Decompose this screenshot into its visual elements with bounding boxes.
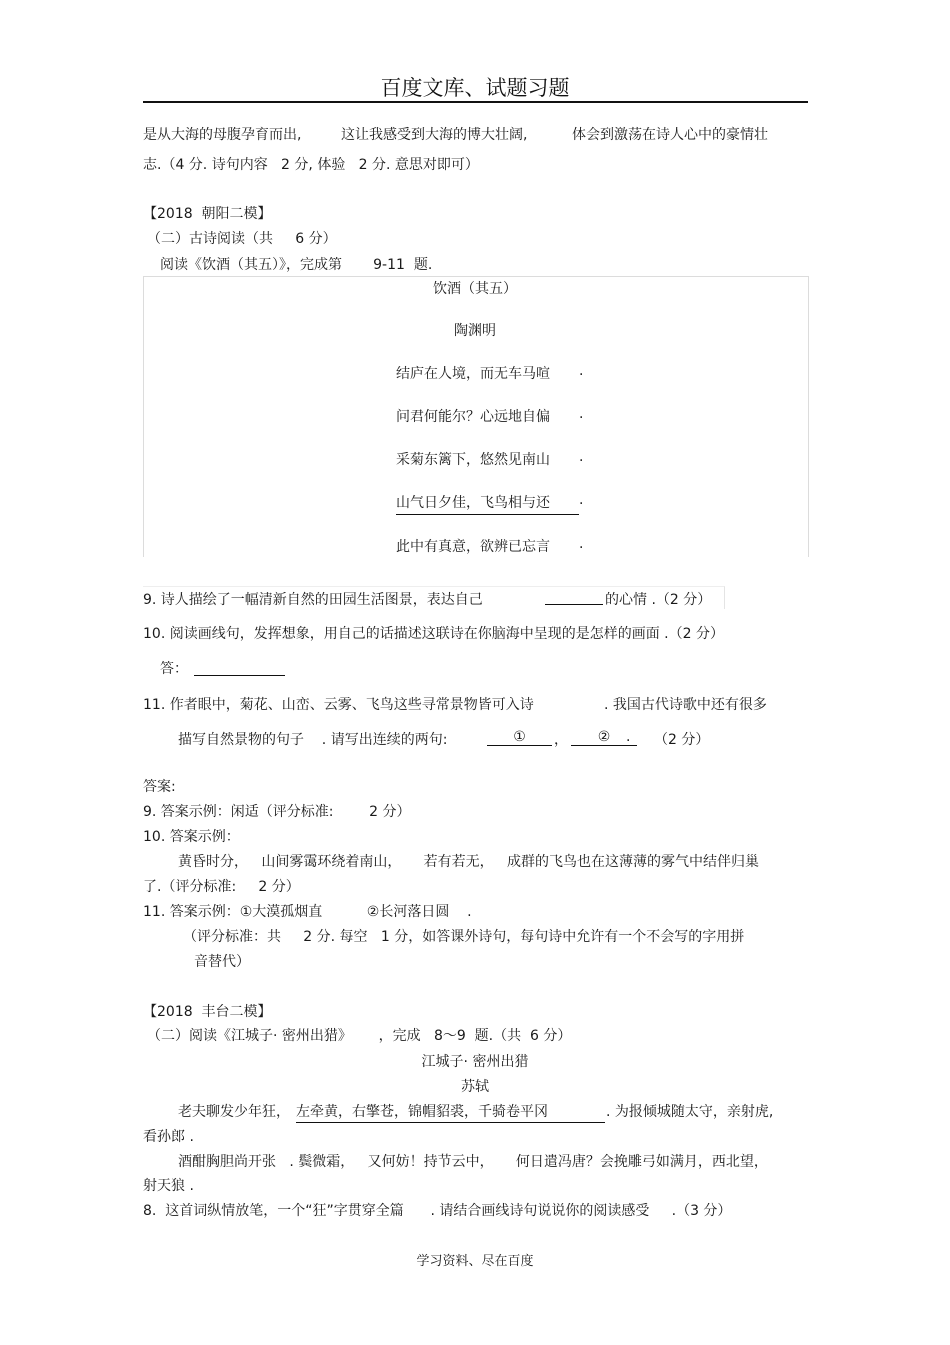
- section1-instruction: 阅读《饮酒（其五）》，完成第 9-11 题.: [160, 257, 433, 273]
- answers-heading: 答案:: [143, 779, 176, 795]
- question9-blank[interactable]: [545, 588, 603, 605]
- section1-subtitle: （二）古诗阅读（共 6 分）: [147, 231, 337, 247]
- header-divider: [143, 101, 808, 103]
- page-header-title: 百度文库、试题习题: [380, 76, 570, 100]
- poem2-line-1c: 看孙郎 .: [143, 1129, 194, 1145]
- question11-period: .: [626, 729, 631, 745]
- intro-line-1b: 这让我感受到大海的博大壮阔,: [341, 127, 528, 143]
- question11-comma: ，: [554, 732, 568, 748]
- poem1-line-2-end: .: [579, 406, 584, 422]
- poem2-author: 苏轼: [461, 1079, 489, 1095]
- poem1-title: 饮酒（其五）: [433, 281, 517, 297]
- question9-text: 9. 诗人描绘了一幅清新自然的田园生活图景，表达自己: [143, 592, 483, 608]
- poem1-line-5-end: .: [579, 536, 584, 552]
- poem2-line-1a: 老夫聊发少年狂，: [178, 1104, 290, 1120]
- poem1-line-1-end: .: [579, 363, 584, 379]
- poem2-title: 江城子· 密州出猎: [421, 1054, 529, 1070]
- question10-text: 10. 阅读画线句，发挥想象，用自己的话描述这联诗在你脑海中呈现的是怎样的画面 .（2 分）: [143, 626, 724, 642]
- poem1-line-4-end: .: [579, 492, 584, 508]
- poem1-line-3: 采菊东篱下，悠然见南山: [396, 452, 550, 468]
- poem1-line-5: 此中有真意，欲辨已忘言: [396, 539, 550, 555]
- section2-subtitle: （二）阅读《江城子· 密州出猎》 ，完成 8～9 题.（共 6 分）: [147, 1028, 572, 1044]
- question9-tail: 的心情 .（2 分）: [605, 592, 712, 608]
- answer-9: 9. 答案示例：闲适（评分标准: 2 分）: [143, 804, 411, 820]
- poem1-line-1: 结庐在人境，而无车马喧: [396, 366, 550, 382]
- poem2-line-2a: 酒酣胸胆尚开张 . 鬓微霜， 又何妨！持节云中， 何日遣冯唐？会挽雕弓如满月，西北望，: [178, 1154, 768, 1170]
- answer-11: 11. 答案示例：①大漠孤烟直 ②长河落日圆 .: [143, 904, 472, 920]
- question11-blank-2[interactable]: ②: [571, 729, 637, 746]
- answer-10-body: 黄昏时分， 山间雾霭环绕着南山， 若有若无， 成群的飞鸟也在这薄薄的雾气中结伴归巢: [178, 854, 759, 870]
- poem2-line-2b: 射天狼 .: [143, 1178, 194, 1194]
- question11-blank-1[interactable]: ①: [487, 729, 552, 746]
- section1-tag: 【2018 朝阳二模】: [143, 206, 272, 222]
- page-footer: 学习资料、尽在百度: [416, 1254, 534, 1269]
- question10-answer-blank[interactable]: [194, 659, 285, 676]
- intro-line-2: 志.（4 分. 诗句内容 2 分, 体验 2 分. 意思对即可）: [143, 157, 479, 173]
- question11-score: （2 分）: [654, 732, 710, 748]
- poem1-line-2: 问君何能尔？心远地自偏: [396, 409, 550, 425]
- answer-11-note-1: （评分标准：共 2 分. 每空 1 分，如答课外诗句，每句诗中允许有一个不会写的字用拼: [183, 929, 745, 945]
- question11-text-cont: . 我国古代诗歌中还有很多: [604, 697, 767, 713]
- question10-answer-label: 答：: [160, 661, 188, 677]
- poem1-line-4-underlined: 山气日夕佳，飞鸟相与还: [396, 492, 579, 515]
- poem1-author: 陶渊明: [454, 323, 496, 339]
- poem1-line-3-end: .: [579, 449, 584, 465]
- answer-10-tail: 了.（评分标准: 2 分）: [143, 879, 300, 895]
- intro-line-1a: 是从大海的母腹孕育而出,: [143, 127, 302, 143]
- section2-tag: 【2018 丰台二模】: [143, 1004, 272, 1020]
- question11-text: 11. 作者眼中，菊花、山峦、云雾、飞鸟这些寻常景物皆可入诗: [143, 697, 534, 713]
- answer-11-note-2: 音替代）: [194, 954, 250, 970]
- question8-text: 8. 这首词纵情放笔，一个“狂”字贯穿全篇 . 请结合画线诗句说说你的阅读感受 .（3 分）: [143, 1203, 732, 1219]
- intro-line-1c: 体会到激荡在诗人心中的豪情壮: [572, 127, 768, 143]
- answer-10-head: 10. 答案示例：: [143, 829, 240, 845]
- poem2-line-1b: . 为报倾城随太守，亲射虎,: [606, 1104, 774, 1120]
- poem2-line-1-underlined: 左牵黄，右擎苍，锦帽貂裘，千骑卷平冈: [296, 1101, 605, 1123]
- question11-instruction: 描写自然景物的句子 . 请写出连续的两句:: [178, 732, 448, 748]
